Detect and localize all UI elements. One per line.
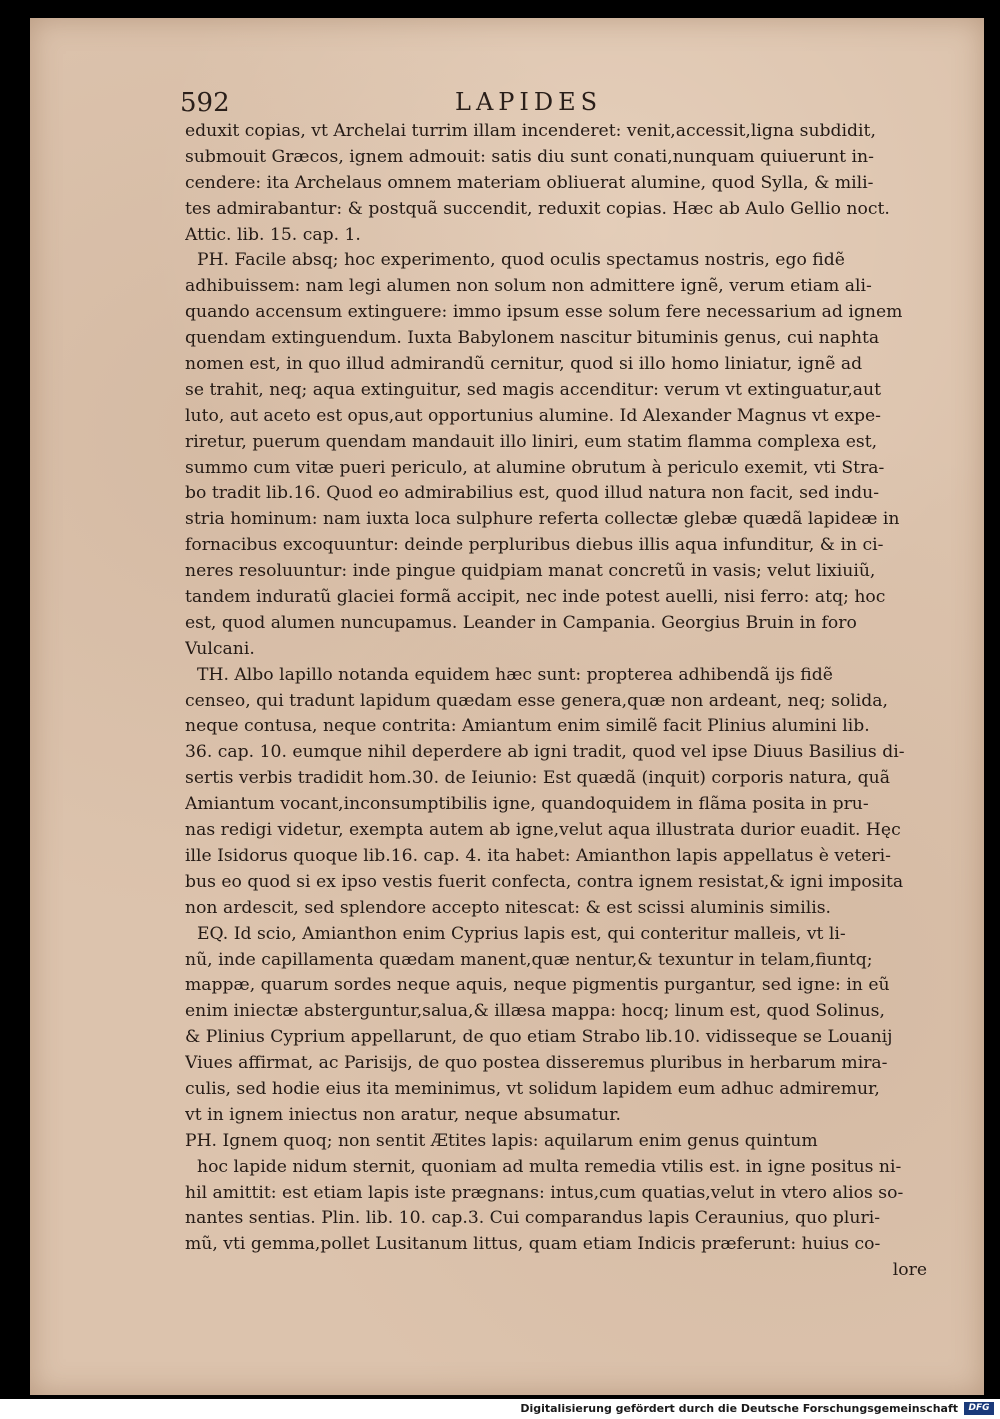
text-line: tandem induratũ glaciei formã accipit, nec inde potest auelli, nisi ferro: atq; hoc [185, 587, 886, 608]
text-line: hoc lapide nidum sternit, quoniam ad multa remedia vtilis est. in igne positus ni- [197, 1156, 902, 1177]
text-line: luto, aut aceto est opus,aut opportunius alumine. Id Alexander Magnus vt expe- [185, 405, 881, 426]
text-line: sertis verbis tradidit hom.30. de Ieiunio: Est quædã (inquit) corporis natura, quã [185, 768, 890, 789]
text-line: cendere: ita Archelaus omnem materiam obliuerat alumine, quod Sylla, & mili- [185, 172, 874, 193]
text-line: EQ. Id scio, Amianthon enim Cyprius lapis est, qui conteritur malleis, vt li- [197, 923, 846, 944]
text-line: quando accensum extinguere: immo ipsum esse solum fere necessarium ad ignem [185, 302, 903, 323]
text-line: culis, sed hodie eius ita meminimus, vt solidum lapidem eum adhuc admiremur, [185, 1078, 880, 1099]
text-line: hil amittit: est etiam lapis iste prægnans: intus,cum quatias,velut in vtero alios so- [185, 1182, 904, 1203]
text-line: eduxit copias, vt Archelai turrim illam incenderet: venit,accessit,ligna subdidit, [185, 121, 876, 141]
text-line: Viues affirmat, ac Parisijs, de quo postea disseremus pluribus in herbarum mira- [185, 1053, 888, 1074]
text-line: 36. cap. 10. eumque nihil deperdere ab igni tradit, quod vel ipse Diuus Basilius di- [185, 742, 905, 763]
running-head: LAPIDES [455, 88, 603, 116]
text-line: fornacibus excoquuntur: deinde perpluribus diebus illis aqua infunditur, & in ci- [185, 535, 884, 556]
dfg-logo: DFG [964, 1402, 994, 1415]
text-line: mappæ, quarum sordes neque aquis, neque pigmentis purgantur, sed igne: in eũ [185, 975, 890, 996]
text-line: tes admirabantur: & postquã succendit, reduxit copias. Hæc ab Aulo Gellio noct. [185, 198, 890, 219]
text-line: lore [892, 1260, 927, 1281]
text-line: nas redigi videtur, exempta autem ab igne,velut aqua illustrata durior euadit. Hęc [185, 820, 901, 841]
text-line: & Plinius Cyprium appellarunt, de quo etiam Strabo lib.10. vidisseque se Louanij [185, 1027, 893, 1048]
text-line: nũ, inde capillamenta quædam manent,quæ nentur,& texuntur in telam,fiuntq; [185, 949, 873, 970]
text-line: PH. Ignem quoq; non sentit Ætites lapis: aquilarum enim genus quintum [185, 1130, 818, 1151]
text-line: mũ, vti gemma,pollet Lusitanum littus, quam etiam Indicis præferunt: huius co- [185, 1234, 881, 1255]
page-number: 592 [180, 88, 230, 118]
text-line: submouit Græcos, ignem admouit: satis diu sunt conati,nunquam quiuerunt in- [185, 146, 874, 167]
book-page [30, 18, 984, 1395]
text-line: adhibuissem: nam legi alumen non solum non admittere ignẽ, verum etiam ali- [185, 276, 872, 297]
text-line: quendam extinguendum. Iuxta Babylonem nascitur bituminis genus, cui naphta [185, 328, 880, 349]
text-line: censeo, qui tradunt lapidum quædam esse genera,quæ non ardeant, neq; solida, [185, 690, 888, 711]
text-line: non ardescit, sed splendore accepto nitescat: & est scissi aluminis similis. [185, 897, 831, 918]
text-line: neres resoluuntur: inde pingue quidpiam manat concretũ in vasis; velut lixiuiũ, [185, 561, 876, 582]
text-line: est, quod alumen nuncupamus. Leander in Campania. Georgius Bruin in foro [185, 612, 857, 633]
text-line: se trahit, neq; aqua extinguitur, sed magis accenditur: verum vt extinguatur,aut [185, 379, 882, 400]
text-line: Amiantum vocant,inconsumptibilis igne, quandoquidem in flãma posita in pru- [185, 794, 869, 815]
text-line: Attic. lib. 15. cap. 1. [185, 224, 361, 245]
text-line: nomen est, in quo illud admirandũ cernitur, quod si illo homo liniatur, ignẽ ad [185, 354, 863, 375]
text-line: nantes sentias. Plin. lib. 10. cap.3. Cui comparandus lapis Ceraunius, quo pluri- [185, 1208, 881, 1229]
text-line: bo tradit lib.16. Quod eo admirabilius est, quod illud natura non facit, sed indu- [185, 483, 879, 504]
text-line: enim iniectæ absterguntur,salua,& illæsa mappa: hocq; linum est, quod Solinus, [185, 1001, 885, 1022]
text-line: TH. Albo lapillo notanda equidem hæc sunt: propterea adhibendã ijs fidẽ [197, 664, 833, 685]
body-text [185, 119, 945, 1284]
text-line: summo cum vitæ pueri periculo, at alumine obrutum à periculo exemit, vti Stra- [185, 457, 885, 478]
text-line: Vulcani. [185, 638, 255, 659]
funding-notice: Digitalisierung gefördert durch die Deutsche Forschungsgemeinschaft [520, 1402, 958, 1415]
text-line: ille Isidorus quoque lib.16. cap. 4. ita habet: Amianthon lapis appellatus è veteri- [185, 845, 891, 866]
text-line: neque contusa, neque contrita: Amiantum enim similẽ facit Plinius alumini lib. [185, 716, 870, 737]
text-line: PH. Facile absq; hoc experimento, quod oculis spectamus nostris, ego fidẽ [197, 250, 845, 271]
text-line: vt in ignem iniectus non aratur, neque absumatur. [185, 1104, 622, 1125]
text-line: stria hominum: nam iuxta loca sulphure referta collectæ glebæ quædã lapideæ in [185, 509, 900, 530]
text-line: riretur, puerum quendam mandauit illo liniri, eum statim flamma complexa est, [185, 431, 878, 452]
funding-bar [0, 1399, 1000, 1419]
text-line: bus eo quod si ex ipso vestis fuerit confecta, contra ignem resistat,& igni imposita [185, 871, 904, 892]
